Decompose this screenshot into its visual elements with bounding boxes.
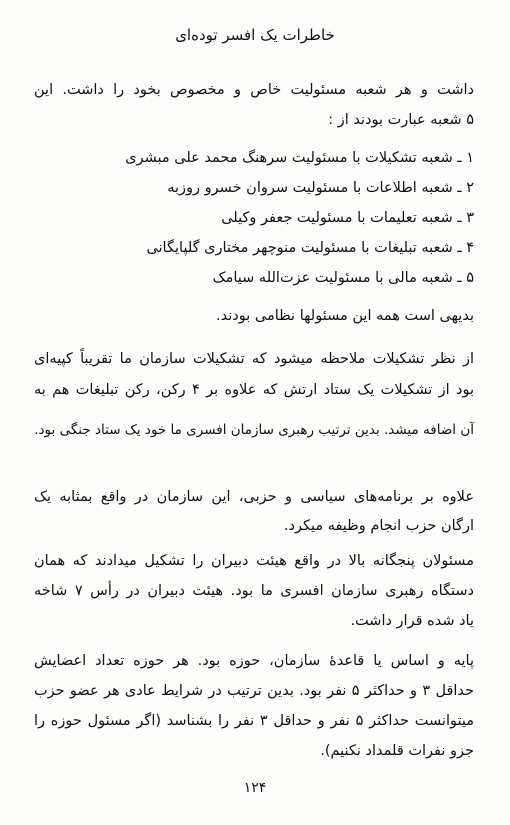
text-line-18: حداقل ۳ و حداکثر ۵ نفر بود. بدین ترتیب در شرایط عادی هر عضو حزب	[34, 683, 474, 699]
list-item-3: ۳ ـ شعبه تعلیمات با مسئولیت جعفر وکیلی	[221, 210, 474, 226]
text-line-9: از نظر تشکیلات ملاحظه میشود که تشکیلات سازمان ما تقریباً کپیه‌ای	[34, 351, 474, 367]
list-item-4: ۴ ـ شعبه تبلیغات با مسئولیت منوچهر مختاری گلپایگانی	[146, 240, 474, 256]
text-line-13: ارگان حزب انجام وظیفه میکرد.	[283, 518, 474, 534]
text-line-8: بدیهی است همه این مسئولها نظامی بودند.	[216, 308, 474, 324]
text-line-16: یاد شده قرار داشت.	[350, 613, 474, 629]
text-line-2: ۵ شعبه عبارت بودند از :	[328, 112, 474, 128]
text-line-14: مسئولان پنجگانه بالا در واقع هیئت دبیران را تشکیل میدادند که همان	[34, 553, 474, 569]
text-line-17: پایه و اساس یا قاعدهٔ سازمان، حوزه بود. هر حوزه تعداد اعضایش	[34, 653, 474, 669]
text-line-11: آن اضافه میشد. بدین ترتیب رهبری سازمان افسری ما خود یک ستاد جنگی بود.	[34, 422, 474, 438]
text-line-1: داشت و هر شعبه مسئولیت خاص و مخصوص بخود را داشت. این	[34, 82, 474, 98]
text-line-20: جزو نفرات قلمداد نکنیم).	[320, 743, 474, 759]
page-number: ۱۲۴	[243, 780, 267, 796]
list-item-2: ۲ ـ شعبه اطلاعات با مسئولیت سروان خسرو روزبه	[167, 180, 474, 196]
text-line-12: علاوه بر برنامه‌های سیاسی و حزبی، این سازمان در واقع بمثابه یک	[34, 489, 474, 505]
running-header: خاطرات یک افسر توده‌ای	[175, 26, 335, 44]
text-line-19: میتوانست حداکثر ۵ نفر و حداقل ۳ نفر را بشناسد (اگر مسئول حوزه را	[34, 713, 475, 729]
list-item-1: ۱ ـ شعبه تشکیلات با مسئولیت سرهنگ محمد علی مبشری	[125, 150, 474, 166]
text-line-10: بود از تشکیلات یک ستاد ارتش که علاوه بر ۴ رکن، رکن تبلیغات هم به	[34, 382, 475, 398]
text-line-15: دستگاه رهبری سازمان افسری ما بود. هیئت دبیران در رأس ۷ شاخه	[34, 583, 474, 599]
list-item-5: ۵ ـ شعبه مالی با مسئولیت عزت‌الله سیامک	[212, 270, 474, 286]
